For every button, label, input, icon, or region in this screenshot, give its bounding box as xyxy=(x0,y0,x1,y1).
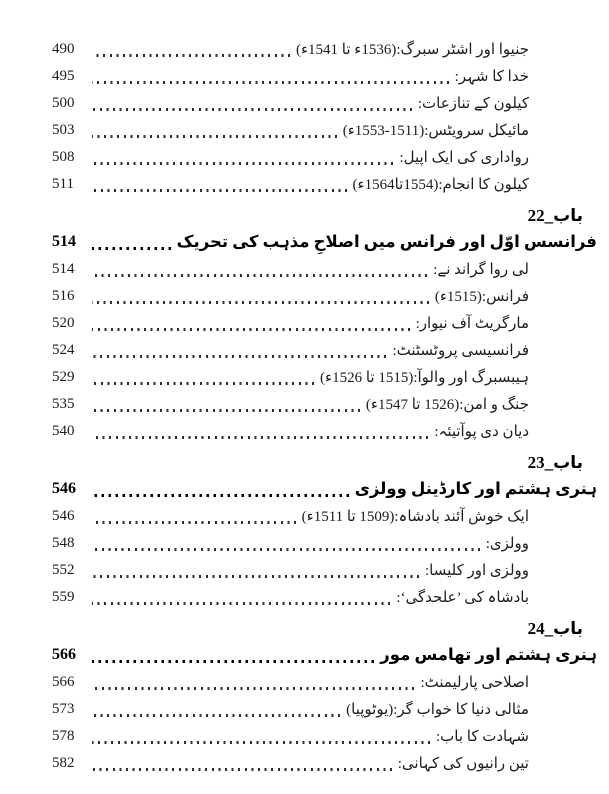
toc-entry-title: وولزی اور کلیسا: xyxy=(425,562,529,579)
dotted-leader xyxy=(92,768,392,770)
toc-entry xyxy=(0,557,609,584)
dotted-leader xyxy=(92,494,349,497)
toc-entry-title: جنیوا اور اشٹر سبرگ:(1536ء تا 1541ء) xyxy=(295,41,529,58)
chapter-24-label-row xyxy=(0,617,609,641)
toc-entry xyxy=(0,144,609,171)
toc-entry-page: 559 xyxy=(52,589,75,605)
dotted-leader xyxy=(92,328,410,330)
toc-entry-page: 503 xyxy=(52,122,75,138)
toc-entry xyxy=(0,310,609,337)
toc-entry xyxy=(0,584,609,611)
toc-entry-title: اصلاحی پارلیمنٹ: xyxy=(420,674,529,691)
toc-entry-title: لی روا گراند نے: xyxy=(433,261,529,278)
toc-entry-page: 520 xyxy=(52,315,75,331)
toc-entry-page: 529 xyxy=(52,369,75,385)
dotted-leader xyxy=(92,714,340,716)
toc-entry xyxy=(0,418,609,445)
toc-entry-page: 514 xyxy=(52,261,75,277)
toc-entry-title: فرانسیسی پروٹسٹنٹ: xyxy=(392,342,529,359)
dotted-leader xyxy=(92,382,314,384)
toc-entry-title: جنگ و امن:(1526 تا 1547ء) xyxy=(365,396,529,413)
dotted-leader xyxy=(92,575,419,577)
chapter-title: ہنری ہشتم اور تھامس مور xyxy=(380,645,597,665)
toc-entry xyxy=(0,696,609,723)
toc-entry-title: مارگریٹ آف نیوار: xyxy=(415,315,529,332)
toc-entry-title: ہیبسبرگ اور والوآ:(1515 تا 1526ء) xyxy=(320,369,529,386)
chapter-22-title-row xyxy=(0,228,609,256)
toc-entry-page: 566 xyxy=(52,674,75,690)
toc-entry-page: 552 xyxy=(52,562,75,578)
toc-entry xyxy=(0,256,609,283)
chapter-label: باب_23 xyxy=(527,453,583,472)
toc-entry-page: 511 xyxy=(52,176,74,192)
toc-entry-page: 508 xyxy=(52,149,75,165)
toc-entry-title: بادشاہ کی ’علحدگی‘: xyxy=(396,589,529,606)
toc-entry xyxy=(0,750,609,777)
dotted-leader xyxy=(92,521,296,523)
dotted-leader xyxy=(92,660,374,663)
toc-entry-page: 524 xyxy=(52,342,75,358)
toc-entry-title: خدا کا شہر: xyxy=(454,68,529,85)
toc-entry xyxy=(0,391,609,418)
dotted-leader xyxy=(92,162,393,164)
toc-entry xyxy=(0,283,609,310)
toc-entry xyxy=(0,669,609,696)
dotted-leader xyxy=(92,301,429,303)
dotted-leader xyxy=(92,741,430,743)
chapter-23-title-row xyxy=(0,475,609,503)
chapter-label: باب_22 xyxy=(527,206,583,225)
dotted-leader xyxy=(92,355,386,357)
chapter-24-title-row xyxy=(0,641,609,669)
toc-entry xyxy=(0,36,609,63)
toc-entry-page: 495 xyxy=(52,68,75,84)
toc-entry xyxy=(0,337,609,364)
toc-entry xyxy=(0,364,609,391)
dotted-leader xyxy=(92,602,390,604)
toc-entry xyxy=(0,723,609,750)
toc-entry xyxy=(0,90,609,117)
toc-entry-page: 490 xyxy=(52,41,75,57)
toc-entry-title: شہادت کا باب: xyxy=(436,728,529,745)
chapter-22-label-row xyxy=(0,204,609,228)
dotted-leader xyxy=(92,687,414,689)
toc-entry-title: مائیکل سرویٹس:(1511-1553ء) xyxy=(342,122,529,139)
dotted-leader xyxy=(92,108,412,110)
dotted-leader xyxy=(92,548,480,550)
toc-entry-page: 500 xyxy=(52,95,75,111)
toc-entry xyxy=(0,63,609,90)
toc-entry xyxy=(0,530,609,557)
dotted-leader xyxy=(92,409,360,411)
toc-entry-page: 573 xyxy=(52,701,75,717)
toc-entry-title: وولزی: xyxy=(485,535,529,552)
toc-entry-title: تین رانیوں کی کہانی: xyxy=(397,755,529,772)
chapter-page: 566 xyxy=(52,646,76,663)
toc-entry-page: 546 xyxy=(52,508,75,524)
toc-entry-title: فرانس:(1515ء) xyxy=(434,288,529,305)
chapter-title: ہنری ہشتم اور کارڈینل وولزی xyxy=(354,479,597,499)
toc-entry xyxy=(0,117,609,144)
toc-entry-page: 548 xyxy=(52,535,75,551)
chapter-title: فرانسس اوّل اور فرانس میں اصلاحِ مذہب کی تحریک xyxy=(176,232,597,252)
dotted-leader xyxy=(92,274,427,276)
toc-entry-page: 578 xyxy=(52,728,75,744)
toc-entry-title: رواداری کی ایک اپیل: xyxy=(399,149,529,166)
toc-entry xyxy=(0,171,609,198)
toc-entry-page: 535 xyxy=(52,396,75,412)
chapter-page: 514 xyxy=(52,233,76,250)
toc-entry-title: مثالی دنیا کا خواب گر:(یوٹوپیا) xyxy=(346,701,529,718)
toc-entry xyxy=(0,503,609,530)
chapter-page: 546 xyxy=(52,480,76,497)
toc-entry-page: 540 xyxy=(52,423,75,439)
chapter-label: باب_24 xyxy=(527,619,583,638)
toc-entry-page: 582 xyxy=(52,755,75,771)
dotted-leader xyxy=(92,247,171,250)
dotted-leader xyxy=(92,189,347,191)
toc-entry-title: ایک خوش آئند بادشاہ:(1509 تا 1511ء) xyxy=(301,508,529,525)
toc-entry-title: دیان دی پوآتیئہ: xyxy=(434,423,529,440)
toc-entry-title: کیلون کا انجام:(1554تا1564ء) xyxy=(352,176,529,193)
dotted-leader xyxy=(92,81,449,83)
toc-entry-title: کیلون کے تنازعات: xyxy=(417,95,529,112)
dotted-leader xyxy=(92,54,290,56)
dotted-leader xyxy=(92,135,337,137)
chapter-23-label-row xyxy=(0,451,609,475)
dotted-leader xyxy=(92,436,428,438)
toc-entry-page: 516 xyxy=(52,288,75,304)
